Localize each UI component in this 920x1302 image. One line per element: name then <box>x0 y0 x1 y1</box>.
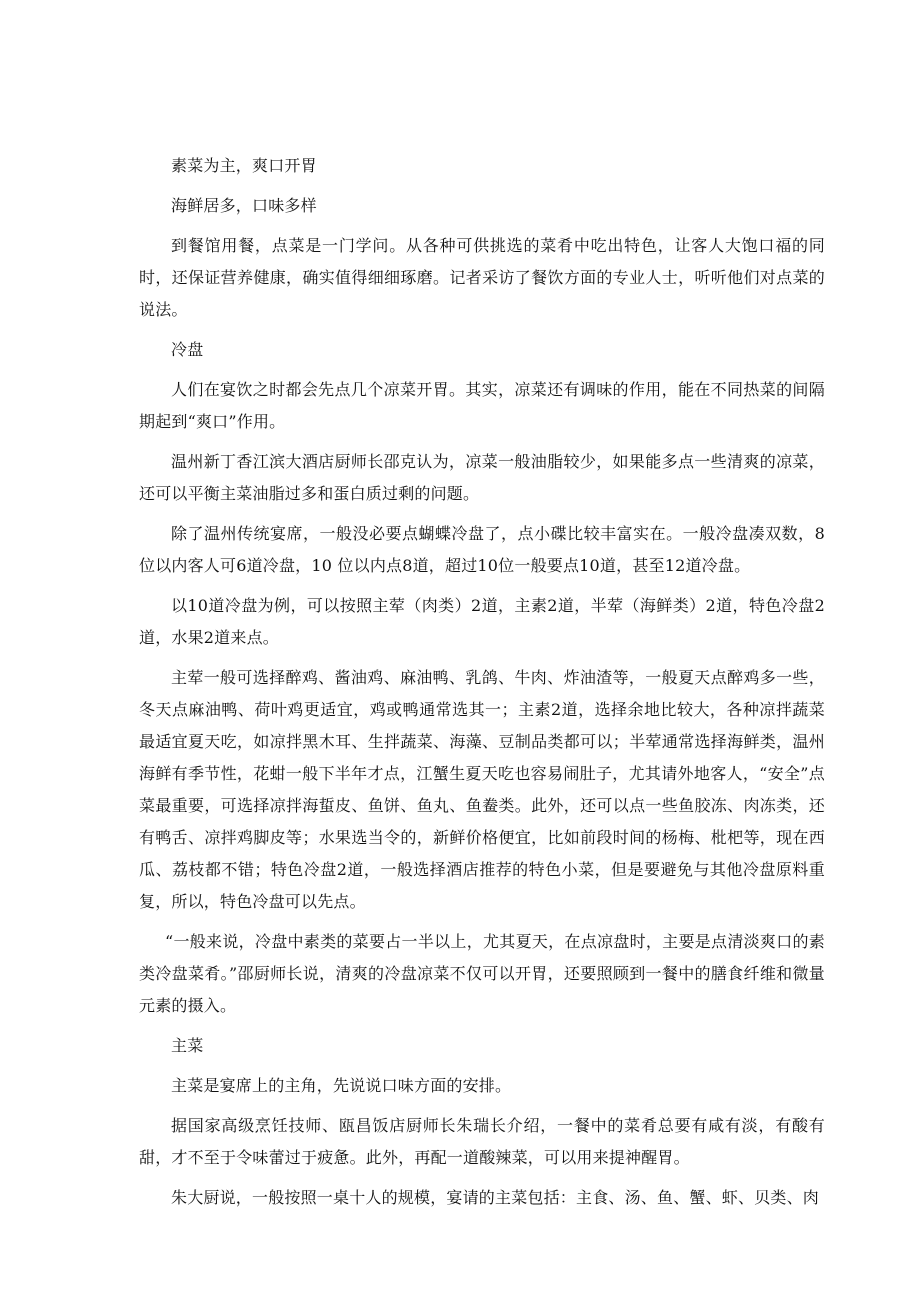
paragraph: 除了温州传统宴席，一般没必要点蝴蝶冷盘了，点小碟比较丰富实在。一般冷盘凑双数，8位以内客人可6道冷盘，10 位以内点8道，超过10位一般要点10道，甚至12道冷盘。 <box>139 524 825 575</box>
paragraph: 人们在宴饮之时都会先点几个凉菜开胃。其实，凉菜还有调味的作用，能在不同热菜的间隔期起到“爽口”作用。 <box>139 380 825 431</box>
subtitle-vegetables: 素菜为主，爽口开胃 <box>171 156 317 175</box>
article-body <box>139 150 825 1222</box>
paragraph: 以10道冷盘为例，可以按照主荤（肉类）2道，主素2道，半荤（海鲜类）2道，特色冷盘2道，水果2道来点。 <box>139 596 825 647</box>
paragraph: 据国家高级烹饪技师、瓯昌饭店厨师长朱瑞长介绍，一餐中的菜肴总要有咸有淡，有酸有甜，才不至于令味蕾过于疲惫。此外，再配一道酸辣菜，可以用来提神醒胃。 <box>139 1116 825 1167</box>
quote-paragraph: “一般来说，冷盘中素类的菜要占一半以上，尤其夏天，在点凉盘时，主要是点清淡爽口的素类冷盘菜肴。”邵厨师长说，清爽的冷盘凉菜不仅可以开胃，还要照顾到一餐中的膳食纤维和微量元素的摄入。 <box>139 932 825 1015</box>
intro-paragraph: 到餐馆用餐，点菜是一门学问。从各种可供挑选的菜肴中吃出特色，让客人大饱口福的同时，还保证营养健康，确实值得细细琢磨。记者采访了餐饮方面的专业人士，听听他们对点菜的说法。 <box>139 236 825 319</box>
paragraph: 温州新丁香江滨大酒店厨师长邵克认为，凉菜一般油脂较少，如果能多点一些清爽的凉菜，还可以平衡主菜油脂过多和蛋白质过剩的问题。 <box>139 452 825 503</box>
section-heading-main-dishes: 主菜 <box>171 1036 204 1055</box>
paragraph: 朱大厨说，一般按照一桌十人的规模，宴请的主菜包括：主食、汤、鱼、蟹、虾、贝类、肉 <box>171 1188 820 1207</box>
section-heading-cold-dishes: 冷盘 <box>171 340 204 359</box>
paragraph: 主荤一般可选择醉鸡、酱油鸡、麻油鸭、乳鸽、牛肉、炸油渣等，一般夏天点醉鸡多一些，冬天点麻油鸭、荷叶鸡更适宜，鸡或鸭通常选其一；主素2道，选择余地比较大，各种凉拌蔬菜最适宜夏天吃，如凉拌黑木耳、生拌蔬菜、海藻、豆制品类都可以；半荤通常选择海鲜类，温州海鲜有季节性，花蚶一般下半年才点，江蟹生夏天吃也容易闹肚子，尤其请外地客人，“安全”点菜最重要，可选择凉拌海蜇皮、鱼饼、鱼丸、鱼鲞类。此外，还可以点一些鱼胶冻、肉冻类，还有鸭舌、凉拌鸡脚皮等；水果选当令的，新鲜价格便宜，比如前段时间的杨梅、枇杷等，现在西瓜、荔枝都不错；特色冷盘2道，一般选择酒店推荐的特色小菜，但是要避免与其他冷盘原料重复，所以，特色冷盘可以先点。 <box>139 668 825 911</box>
subtitle-seafood: 海鲜居多，口味多样 <box>171 196 317 215</box>
paragraph: 主菜是宴席上的主角，先说说口味方面的安排。 <box>171 1076 512 1095</box>
